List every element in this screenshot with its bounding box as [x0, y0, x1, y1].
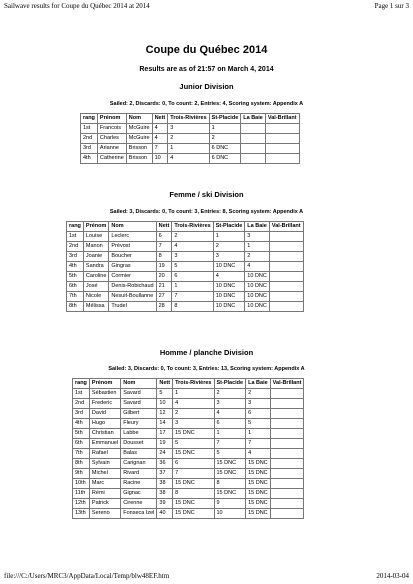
- table-cell: Gilbert: [121, 409, 157, 419]
- table-cell: 4: [245, 262, 270, 272]
- table-row: [67, 282, 304, 292]
- table-cell: 1: [209, 124, 241, 134]
- table-cell: [269, 302, 303, 312]
- table-cell: Rivard: [121, 469, 157, 479]
- table-row: [67, 262, 304, 272]
- table-cell: 2: [246, 389, 271, 399]
- table-cell: 4: [152, 124, 168, 134]
- print-header-title: Sailwave results for Coupe du Québec 2014 at 2014: [4, 2, 150, 10]
- table-cell: 6th: [67, 282, 84, 292]
- table-cell: 6th: [73, 439, 90, 449]
- table-cell: [270, 399, 304, 409]
- table-cell: 5: [214, 449, 246, 459]
- table-cell: 1st: [73, 389, 90, 399]
- table-cell: 11th: [73, 489, 90, 499]
- col-la-baie: La Baie: [246, 379, 271, 389]
- table-cell: [269, 282, 303, 292]
- table-cell: 2: [213, 242, 245, 252]
- table-cell: 3: [246, 399, 271, 409]
- table-cell: 1: [172, 282, 213, 292]
- table-cell: Christian: [89, 429, 120, 439]
- table-cell: 6: [156, 232, 172, 242]
- table-cell: Fleury: [121, 419, 157, 429]
- table-cell: 17: [157, 429, 173, 439]
- table-row: [67, 302, 304, 312]
- table-cell: [265, 154, 299, 164]
- table-cell: 10 DNC: [213, 282, 245, 292]
- table-cell: 21: [156, 282, 172, 292]
- col-val-brillant: Val-Brillant: [265, 114, 299, 124]
- table-cell: 6: [214, 419, 246, 429]
- table-cell: 3: [168, 124, 209, 134]
- table-cell: Nicole: [83, 292, 108, 302]
- table-cell: [269, 262, 303, 272]
- table-cell: 10: [157, 399, 173, 409]
- table-cell: 10 DNC: [213, 302, 245, 312]
- table-cell: Arianne: [97, 144, 126, 154]
- table-cell: Fonseca Izel: [121, 509, 157, 519]
- table-cell: 7th: [73, 449, 90, 459]
- table-cell: 4th: [73, 419, 90, 429]
- col-st-placide: St-Placide: [209, 114, 241, 124]
- table-cell: Prévost: [109, 242, 156, 252]
- table-cell: 4th: [67, 262, 84, 272]
- table-cell: 10 DNC: [245, 292, 270, 302]
- table-cell: 38: [157, 489, 173, 499]
- table-cell: 2nd: [73, 399, 90, 409]
- table-cell: 5: [246, 419, 271, 429]
- table-cell: Hugo: [89, 419, 120, 429]
- table-cell: 7: [152, 144, 168, 154]
- table-row: [73, 409, 304, 419]
- table-cell: 36: [157, 459, 173, 469]
- table-cell: 2: [172, 232, 213, 242]
- table-cell: Marc: [89, 479, 120, 489]
- table-body: [81, 124, 300, 164]
- table-cell: Francois: [97, 124, 126, 134]
- col-val-brillant: Val-Brillant: [270, 379, 304, 389]
- table-cell: Louise: [83, 232, 108, 242]
- table-cell: 3: [214, 399, 246, 409]
- table-cell: 3rd: [73, 409, 90, 419]
- table-cell: Balas: [121, 449, 157, 459]
- table-cell: 6 DNC: [209, 154, 241, 164]
- table-cell: 15 DNC: [246, 489, 271, 499]
- table-cell: [269, 272, 303, 282]
- table-cell: 39: [157, 499, 173, 509]
- table-cell: 2: [214, 389, 246, 399]
- table-cell: 7th: [67, 292, 84, 302]
- table-row: [73, 509, 304, 519]
- table-header-row: [67, 222, 304, 232]
- table-cell: 15 DNC: [173, 449, 214, 459]
- table-cell: 5th: [73, 429, 90, 439]
- table-cell: 15 DNC: [173, 509, 214, 519]
- table-cell: 7: [156, 242, 172, 252]
- table-cell: 3: [173, 419, 214, 429]
- table-cell: McGuire: [126, 134, 152, 144]
- table-cell: 1: [213, 232, 245, 242]
- table-cell: 5: [172, 262, 213, 272]
- table-cell: 15 DNC: [214, 489, 246, 499]
- table-cell: 6 DNC: [209, 144, 241, 154]
- table-cell: [270, 479, 304, 489]
- table-cell: 2: [168, 134, 209, 144]
- table-row: [67, 252, 304, 262]
- table-cell: 20: [156, 272, 172, 282]
- table-cell: Caroline: [83, 272, 108, 282]
- table-cell: 10 DNC: [213, 262, 245, 272]
- table-cell: [270, 439, 304, 449]
- table-cell: 2: [173, 409, 214, 419]
- table-cell: 4: [213, 272, 245, 282]
- results-table: [66, 221, 304, 312]
- table-cell: Cormier: [109, 272, 156, 282]
- table-cell: Carignan: [121, 459, 157, 469]
- division-title: Homme / planche Division: [159, 348, 254, 357]
- col-nett: Nett: [157, 379, 173, 389]
- table-row: [73, 389, 304, 399]
- table-cell: 3rd: [67, 252, 84, 262]
- table-cell: 24: [157, 449, 173, 459]
- page-title: Coupe du Québec 2014: [145, 44, 268, 56]
- table-cell: 4: [172, 242, 213, 252]
- table-cell: 7: [214, 439, 246, 449]
- table-row: [67, 272, 304, 282]
- table-cell: 7: [172, 292, 213, 302]
- table-cell: Sylvain: [89, 459, 120, 469]
- table-cell: 15 DNC: [173, 479, 214, 489]
- table-cell: 5th: [67, 272, 84, 282]
- col-nom: Nom: [109, 222, 156, 232]
- table-cell: [270, 469, 304, 479]
- table-cell: Emmanuel: [89, 439, 120, 449]
- table-cell: José: [83, 282, 108, 292]
- table-cell: 7: [246, 439, 271, 449]
- col-trois-rivieres: Trois-Rivières: [173, 379, 214, 389]
- col-trois-rivieres: Trois-Rivières: [172, 222, 213, 232]
- results-table: [72, 378, 304, 519]
- table-cell: Charles: [97, 134, 126, 144]
- table-cell: 10 DNC: [245, 302, 270, 312]
- col-val-brillant: Val-Brillant: [269, 222, 303, 232]
- table-cell: Frederic: [89, 399, 120, 409]
- table-cell: Boucher: [109, 252, 156, 262]
- table-row: [81, 134, 300, 144]
- table-cell: Racine: [121, 479, 157, 489]
- table-cell: 4: [152, 134, 168, 144]
- table-cell: [270, 499, 304, 509]
- table-cell: 15 DNC: [246, 509, 271, 519]
- table-cell: 10th: [73, 479, 90, 489]
- table-cell: 3: [213, 252, 245, 262]
- col-prenom: Prénom: [97, 114, 126, 124]
- table-cell: 7: [173, 469, 214, 479]
- division-title: Junior Division: [179, 82, 234, 91]
- col-nom: Nom: [121, 379, 157, 389]
- table-cell: [241, 134, 266, 144]
- table-cell: 1: [246, 429, 271, 439]
- table-cell: 10: [214, 509, 246, 519]
- table-cell: Denis-Robichaud: [109, 282, 156, 292]
- table-cell: David: [89, 409, 120, 419]
- table-cell: Joanie: [83, 252, 108, 262]
- table-row: [67, 292, 304, 302]
- table-cell: 4: [173, 399, 214, 409]
- table-row: [73, 479, 304, 489]
- col-rang: rang: [73, 379, 90, 389]
- division-summary: Sailed: 2, Discards: 0, To count: 2, Entries: 4, Scoring system: Appendix A: [109, 101, 304, 107]
- table-cell: 2nd: [67, 242, 84, 252]
- table-cell: Gignac: [121, 489, 157, 499]
- col-prenom: Prénom: [89, 379, 120, 389]
- table-cell: Brisson: [126, 154, 152, 164]
- table-cell: 12: [157, 409, 173, 419]
- table-cell: 9: [214, 499, 246, 509]
- table-cell: 27: [156, 292, 172, 302]
- table-cell: 10 DNC: [213, 292, 245, 302]
- table-cell: Rafael: [89, 449, 120, 459]
- table-cell: Catherine: [97, 154, 126, 164]
- table-cell: Labbe: [121, 429, 157, 439]
- col-prenom: Prénom: [83, 222, 108, 232]
- table-row: [73, 469, 304, 479]
- table-cell: Brisson: [126, 144, 152, 154]
- table-cell: 4: [168, 154, 209, 164]
- table-cell: 3rd: [81, 144, 98, 154]
- table-cell: [270, 409, 304, 419]
- table-cell: [269, 232, 303, 242]
- table-cell: 8: [173, 489, 214, 499]
- table-cell: McGuire: [126, 124, 152, 134]
- col-trois-rivieres: Trois-Rivières: [168, 114, 209, 124]
- table-cell: 13th: [73, 509, 90, 519]
- table-cell: Savard: [121, 389, 157, 399]
- table-cell: [270, 389, 304, 399]
- table-cell: 4: [246, 449, 271, 459]
- table-cell: 15 DNC: [214, 459, 246, 469]
- table-cell: Cirenne: [121, 499, 157, 509]
- print-footer-date: 2014-03-04: [376, 572, 409, 580]
- table-cell: 5: [173, 439, 214, 449]
- table-cell: 6: [246, 409, 271, 419]
- table-row: [73, 399, 304, 409]
- table-body: [67, 232, 304, 312]
- table-cell: Leclerc: [109, 232, 156, 242]
- table-cell: Nesuit-Boullanne: [109, 292, 156, 302]
- table-row: [73, 459, 304, 469]
- table-cell: 8th: [67, 302, 84, 312]
- table-cell: [270, 509, 304, 519]
- col-nett: Nett: [156, 222, 172, 232]
- print-header-page: Page 1 sur 3: [374, 2, 409, 10]
- table-row: [73, 449, 304, 459]
- table-cell: Mélissa: [83, 302, 108, 312]
- table-cell: 10: [152, 154, 168, 164]
- table-cell: 2nd: [81, 134, 98, 144]
- table-header-row: [81, 114, 300, 124]
- table-cell: 12th: [73, 499, 90, 509]
- table-cell: [270, 429, 304, 439]
- table-cell: 15 DNC: [246, 479, 271, 489]
- table-cell: 1: [168, 144, 209, 154]
- table-cell: 6: [173, 459, 214, 469]
- table-cell: Savard: [121, 399, 157, 409]
- table-cell: [265, 144, 299, 154]
- table-cell: 28: [156, 302, 172, 312]
- table-cell: Manon: [83, 242, 108, 252]
- table-cell: 8th: [73, 459, 90, 469]
- table-cell: [270, 489, 304, 499]
- table-cell: 15 DNC: [173, 499, 214, 509]
- table-cell: Rémi: [89, 489, 120, 499]
- table-row: [73, 429, 304, 439]
- table-cell: 8: [214, 479, 246, 489]
- col-nett: Nett: [152, 114, 168, 124]
- col-rang: rang: [67, 222, 84, 232]
- table-cell: 9th: [73, 469, 90, 479]
- table-cell: 6: [172, 272, 213, 282]
- table-cell: 4: [214, 409, 246, 419]
- table-row: [73, 439, 304, 449]
- division-summary: Sailed: 3, Discards: 0, To count: 3, Entries: 13, Scoring system: Appendix A: [108, 366, 305, 372]
- table-header-row: [73, 379, 304, 389]
- print-footer-path: file:///C:/Users/MRC3/AppData/Local/Temp/blw48EF.htm: [4, 572, 170, 580]
- division-summary: Sailed: 3, Discards: 0, To count: 3, Entries: 8, Scoring system: Appendix A: [109, 209, 304, 215]
- table-cell: 40: [157, 509, 173, 519]
- division-title: Femme / ski Division: [169, 190, 244, 199]
- table-body: [73, 389, 304, 519]
- col-la-baie: La Baie: [245, 222, 270, 232]
- table-cell: 1: [245, 242, 270, 252]
- table-cell: 3: [245, 232, 270, 242]
- table-cell: 10 DNC: [245, 282, 270, 292]
- results-table: [80, 113, 300, 164]
- table-cell: Trudel: [109, 302, 156, 312]
- col-la-baie: La Baie: [241, 114, 266, 124]
- results-timestamp: Results are as of 21:57 on March 4, 2014: [139, 66, 274, 73]
- col-st-placide: St-Placide: [214, 379, 246, 389]
- table-row: [73, 489, 304, 499]
- table-cell: 1st: [81, 124, 98, 134]
- table-row: [81, 144, 300, 154]
- table-cell: 8: [156, 252, 172, 262]
- table-cell: [241, 144, 266, 154]
- table-cell: [269, 292, 303, 302]
- table-cell: 15 DNC: [246, 459, 271, 469]
- table-cell: 8: [172, 302, 213, 312]
- table-cell: 14: [157, 419, 173, 429]
- table-row: [81, 124, 300, 134]
- table-cell: 1: [214, 429, 246, 439]
- table-cell: 5: [157, 389, 173, 399]
- table-row: [67, 232, 304, 242]
- table-cell: 1st: [67, 232, 84, 242]
- table-cell: Sandra: [83, 262, 108, 272]
- table-cell: [265, 134, 299, 144]
- col-rang: rang: [81, 114, 98, 124]
- table-cell: [270, 459, 304, 469]
- table-cell: 15 DNC: [246, 469, 271, 479]
- table-cell: 38: [157, 479, 173, 489]
- table-cell: 37: [157, 469, 173, 479]
- table-cell: 19: [156, 262, 172, 272]
- table-cell: 19: [157, 439, 173, 449]
- table-cell: 10 DNC: [245, 272, 270, 282]
- table-cell: Gingras: [109, 262, 156, 272]
- table-cell: [270, 419, 304, 429]
- table-cell: 1: [173, 389, 214, 399]
- table-cell: [269, 242, 303, 252]
- table-cell: 4th: [81, 154, 98, 164]
- table-row: [67, 242, 304, 252]
- table-cell: [270, 449, 304, 459]
- table-row: [73, 419, 304, 429]
- table-row: [73, 499, 304, 509]
- table-cell: [265, 124, 299, 134]
- table-cell: Sereno: [89, 509, 120, 519]
- table-cell: 3: [172, 252, 213, 262]
- table-cell: Sébastien: [89, 389, 120, 399]
- table-cell: Patrick: [89, 499, 120, 509]
- table-cell: [241, 154, 266, 164]
- table-cell: 15 DNC: [173, 429, 214, 439]
- table-cell: 15 DNC: [214, 469, 246, 479]
- table-row: [81, 154, 300, 164]
- table-cell: Dousset: [121, 439, 157, 449]
- table-cell: [269, 252, 303, 262]
- table-cell: 15 DNC: [246, 499, 271, 509]
- table-cell: [241, 124, 266, 134]
- table-cell: 2: [209, 134, 241, 144]
- col-st-placide: St-Placide: [213, 222, 245, 232]
- table-cell: Michel: [89, 469, 120, 479]
- table-cell: 2: [245, 252, 270, 262]
- col-nom: Nom: [126, 114, 152, 124]
